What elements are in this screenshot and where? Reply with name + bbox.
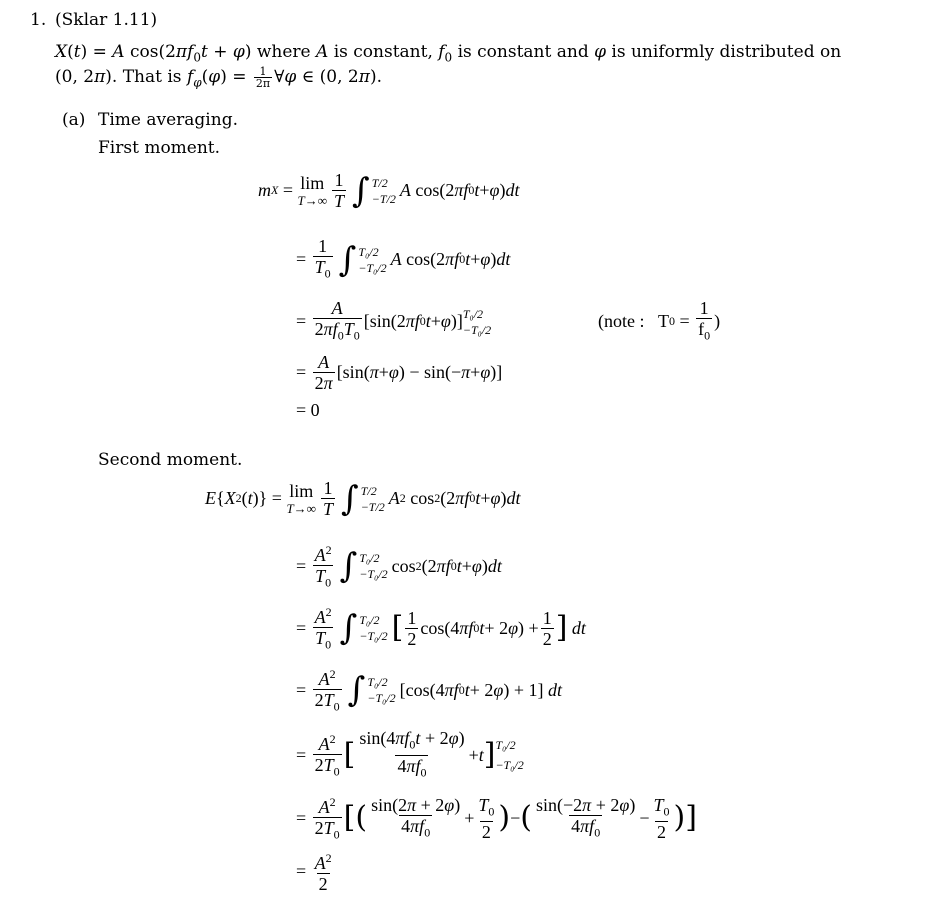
second-moment-line-7: = $\frac{A^2}{2}$ bbox=[296, 851, 332, 894]
problem-source: (Sklar 1.11) bbox=[55, 10, 158, 30]
problem-number: 1. bbox=[30, 10, 47, 30]
part-a-title: Time averaging. bbox=[98, 110, 238, 130]
second-moment-line-6: = $\frac{A^2}{2T_0}$ [( $\frac{\sin(2\pi + 2\varphi)}{4\pi f_0}$ + $\frac{T_0}{2}$ ) − ( $\frac{\sin(-2\pi + 2\varphi)}{4\pi f_0}$ − $\frac{T_0}{2}$ )] bbox=[296, 792, 697, 845]
first-moment-note: (note : T 0 = $\frac{1}{f_0}$ ) bbox=[598, 298, 720, 346]
first-moment-line-4: = $\frac{A}{2\pi}$ [sin( π + φ ) − sin(− π + φ )] bbox=[296, 352, 503, 393]
second-moment-line-1: E { X 2 ( t )} = lim T→∞ $\frac{1}{T}$ ∫ T/2 −T/2 A 2 cos 2 (2 πf 0 t + φ ) dt bbox=[205, 478, 521, 519]
first-moment-heading: First moment. bbox=[98, 138, 221, 158]
second-moment-line-3: = $\frac{A^2}{T_0}$ ∫ T₀/2 −T₀/2 [ $\frac{1}{2}$ cos(4 πf 0 t + 2 φ ) + $\frac{1}{2}$ ] dt bbox=[296, 602, 586, 655]
statement-line-1: X(t) = A $\cos(2\pi f_0t + \varphi)$ where A is constant, $f_0$ is constant and φ is uniformly distributed on bbox=[55, 42, 842, 65]
second-moment-line-2: = $\frac{A^2}{T_0}$ ∫ T₀/2 −T₀/2 cos 2 (2 πf 0 t + φ ) dt bbox=[296, 540, 502, 593]
first-moment-line-5 bbox=[296, 400, 320, 421]
part-a-label: (a) bbox=[62, 110, 86, 130]
fm-5-text: = 0 bbox=[296, 400, 320, 420]
first-moment-line-2: = $\frac{1}{T_0}$ ∫ T₀/2 −T₀/2 A cos(2 πf 0 t + φ ) dt bbox=[296, 236, 510, 284]
second-moment-line-5: = $\frac{A^2}{2T_0}$ [ $\frac{\sin(4\pi f_0t + 2\varphi)}{4\pi f_0}$ + t ] T₀/2 −T₀/2 bbox=[296, 728, 524, 782]
first-moment-line-1: m X = lim T→∞ $\frac{1}{T}$ ∫ T/2 −T/2 A cos(2 πf 0 t + φ ) dt bbox=[258, 170, 520, 211]
second-moment-heading: Second moment. bbox=[98, 450, 243, 470]
statement-line-2: (0, 2π). That is $f_\varphi(\varphi)$ = $\frac{1}{2\pi}$ ∀φ ∈ (0, 2π). bbox=[55, 65, 382, 90]
first-moment-line-3: = $\frac{A}{2\pi f_0T_0}$ [sin(2 πf 0 t + φ )] T₀/2 −T₀/2 bbox=[296, 298, 491, 346]
second-moment-line-4: = $\frac{A^2}{2T_0}$ ∫ T₀/2 −T₀/2 [cos(4 πf 0 t + 2 φ ) + 1] dt bbox=[296, 664, 562, 717]
